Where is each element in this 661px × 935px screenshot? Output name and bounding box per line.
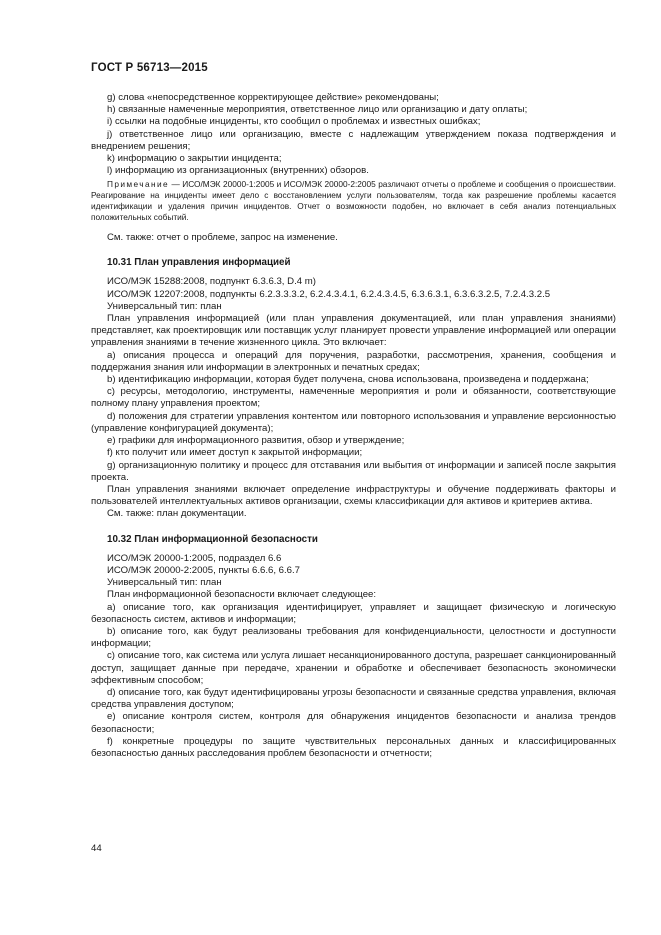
reference: ИСО/МЭК 12207:2008, подпункты 6.2.3.3.3.2, 6.2.4.3.4.1, 6.2.4.3.4.5, 6.3.6.3.1, 6.3.6.3.2.5, 7.2.4.3.2.5 — [107, 288, 551, 300]
page-body — [91, 92, 616, 760]
list-item: g) организационную политику и процесс для отставания или выбытия от информации и записей после закрытия проекта. — [91, 459, 616, 483]
list-item: k) информацию о закрытии инцидента; — [107, 153, 282, 165]
list-item: f) конкретные процедуры по защите чувствительных персональных данных и классифицированных безопасностью данных расследования проблем безопасности и отчетности; — [91, 735, 616, 759]
reference: ИСО/МЭК 20000-1:2005, подраздел 6.6 — [107, 552, 282, 564]
document-header: ГОСТ Р 56713—2015 — [91, 62, 208, 74]
section-heading-10-32: 10.32 План информационной безопасности — [107, 533, 318, 545]
see-also: См. также: отчет о проблеме, запрос на изменение. — [107, 232, 338, 244]
list-item: c) ресурсы, методологию, инструменты, намеченные мероприятия и роли и обязанности, соответствующие полному плану управления проектом; — [91, 386, 616, 410]
list-item: a) описания процесса и операций для поручения, разработки, рассмотрения, хранения, сообщения и поддержания знания или информации в электронных и печатных средах; — [91, 349, 616, 373]
list-item: e) графики для информационного развития, обзор и утверждение; — [107, 435, 405, 447]
reference: ИСО/МЭК 20000-2:2005, пункты 6.6.6, 6.6.7 — [107, 564, 300, 576]
list-item: h) связанные намеченные мероприятия, ответственное лицо или организацию и дату оплаты; — [107, 104, 528, 116]
paragraph: План управления знаниями включает определение инфраструктуры и обучение поддерживать факторы и пользователей интеллектуальных активов организации, схемы классификации для активов и критериев актива. — [91, 483, 616, 508]
note — [91, 179, 616, 223]
list-item: a) описание того, как организация идентифицирует, управляет и защищает физическую и логическую безопасность систем, активов и информации; — [91, 601, 616, 625]
list-item: b) идентификацию информации, которая будет получена, снова использована, произведена и поддержана; — [107, 374, 589, 386]
see-also: См. также: план документации. — [107, 508, 247, 520]
universal-type: Универсальный тип: план — [107, 577, 222, 589]
list-item: l) информацию из организационных (внутренних) обзоров. — [107, 165, 369, 177]
list-item: d) положения для стратегии управления контентом или повторного использования и управление версионностью (управление конфигурацией документа); — [91, 410, 616, 434]
note-label: Примечание — [107, 179, 170, 190]
list-item: i) ссылки на подобные инциденты, кто сообщил о проблемах и известных ошибках; — [107, 116, 481, 128]
list-item: f) кто получит или имеет доступ к закрытой информации; — [107, 447, 363, 459]
list-item: b) описание того, как будут реализованы требования для конфиденциальности, целостности и доступности информации; — [91, 625, 616, 650]
list-item: e) описание контроля систем, контроля для обнаружения инцидентов безопасности и анализа трендов безопасности; — [91, 711, 616, 735]
list-item: g) слова «непосредственное корректирующее действие» рекомендованы; — [107, 92, 439, 103]
page-number: 44 — [91, 843, 102, 854]
list-item: c) описание того, как система или услуга лишает несанкционированного доступа, разрешает санкционированный доступ, защищает данные при передаче, хранении и обработке и обеспечивает безопасность экономически эффективным способом; — [91, 650, 616, 686]
paragraph: План управления информацией (или план управления документацией, или план управления знаниями) представляет, как проектировщик или поставщик услуг планирует провести управление информацией или операции управления знаниями в течение жизненного цикла. Это включает: — [91, 313, 616, 349]
list-item: d) описание того, как будут идентифицированы угрозы безопасности и связанные средства управления, включая средства управления доступом; — [91, 686, 616, 711]
section-heading-10-31: 10.31 План управления информацией — [107, 257, 291, 269]
paragraph: План информационной безопасности включает следующее: — [107, 589, 377, 601]
list-item: j) ответственное лицо или организацию, вместе с надлежащим утверждением показа подтверждения и внедрением решения; — [91, 128, 616, 152]
note-text: — ИСО/МЭК 20000-1:2005 и ИСО/МЭК 20000-2:2005 различают отчеты о проблеме и сообщения о происшествии. Реагирование на инциденты имеет дело с восстановлением услуги пользователям, тогда как разрешение проблемы касается идентификации и удаления причин инцидентов. Отчет о возможности подобен, но включает в себя анализ потенциальных положительных событий. — [91, 179, 616, 223]
universal-type: Универсальный тип: план — [107, 300, 222, 312]
reference: ИСО/МЭК 15288:2008, подпункт 6.3.6.3, D.4 m) — [107, 276, 316, 288]
